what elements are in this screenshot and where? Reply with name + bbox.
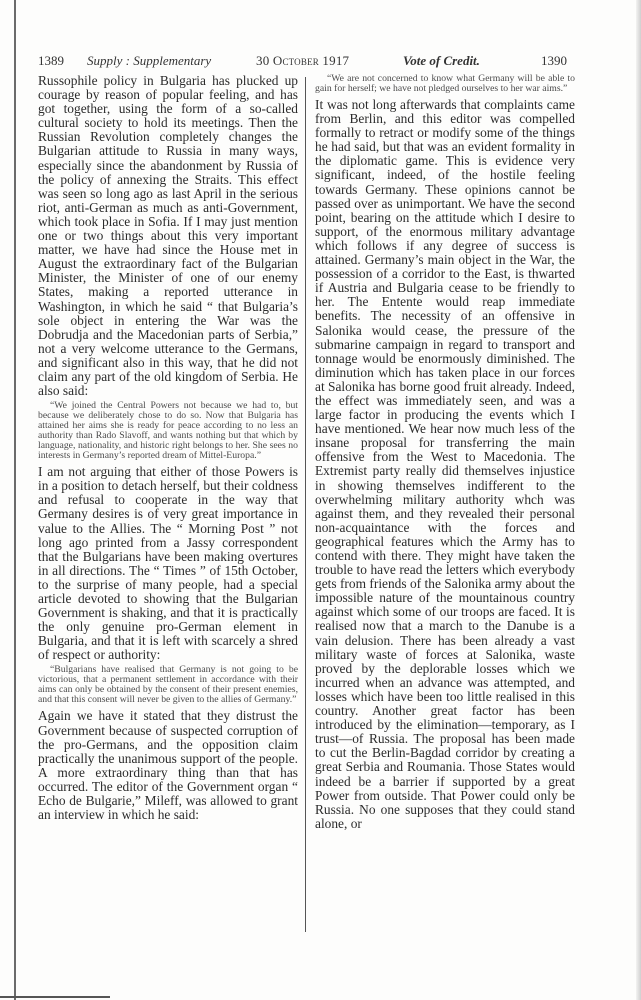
body-paragraph: Russophile policy in Bulgaria has plucked up courage by reason of popular feeling, and has got together, using the form of a so-called cultural society to hold its meetings. Then the Russian Revolution completely changes the Bulgarian attitude to Russia in many ways, especially since the abandonment by Russia of the policy of annexing the Straits. This effect was seen so long ago as last April in the serious riot, anti-German as much as anti-Government, which took place in Sofia. If I may just mention one or two things about this very important matter, we have had since the House met in August the extraordinary fact of the Bulgarian Minister, the Minister of one of our enemy States, making a reported utterance in Washington, in which he said “ that Bulgaria’s sole object in entering the War was the Dobrudja and the Macedonian parts of Serbia,” not a very welcome utterance to the Germans, and significant also in this way, that he did not claim any part of the old kingdom of Serbia. He also said: <box>38 73 298 399</box>
sitting-date: 30 October 1917 <box>256 53 350 68</box>
right-column-number: 1390 <box>541 53 567 68</box>
block-quote: “We joined the Central Powers not because we had to, but because we deliberately chose to do so. Now that Bulgaria has attained her aims she is ready for peace according to no less an authority than Rado Slavoff, and wants nothing but that which by language, nationality, and historic right belongs to her. She sees no interests in Germany’s reported dream of Mittel-Europa.” <box>38 400 298 462</box>
block-quote: “Bulgarians have realised that Germany is not going to be victorious, that a permanent settlement in accordance with their aims can only be obtained by the consent of their present enemies, and that this consent will never be given to the allies of Germany.” <box>38 664 298 706</box>
page-edge-bottom <box>0 996 110 998</box>
right-running-title: Vote of Credit. <box>403 53 480 68</box>
column-divider <box>305 77 306 932</box>
left-column-number: 1389 <box>38 53 64 68</box>
body-paragraph: Again we have it stated that they distrust the Government because of suspected corruption of the pro-Germans, and the opposition claim practically the unanimous support of the people. A more extraordinary thing than that has occurred. The editor of the Government organ “ Echo de Bulgarie,” Mileff, was allowed to grant an interview in which he said: <box>38 708 298 823</box>
page-edge-right <box>636 0 641 1000</box>
right-column <box>315 74 575 831</box>
left-running-title: Supply : Supplementary <box>87 53 212 68</box>
page-edge-left <box>14 0 16 1000</box>
block-quote: “We are not concerned to know what Germany will be able to gain for herself; we have not pledged ourselves to her war aims.” <box>315 73 575 94</box>
body-paragraph: I am not arguing that either of those Powers is in a position to detach herself, but their coldness and refusal to cooperate in the way that Germany desires is of very great importance in value to the Allies. The “ Morning Post ” not long ago printed from a Jassy correspondent that the Bulgarians have been making overtures in all directions. The “ Times ” of 15th October, to the surprise of many people, had a special article devoted to showing that the Bulgarian Government is shaking, and that it is practically the only genuine pro-German element in Bulgaria, and that it is left with scarcely a shred of respect or authority: <box>38 464 298 663</box>
running-header <box>38 53 573 69</box>
left-column <box>38 74 298 822</box>
body-paragraph: It was not long afterwards that complaints came from Berlin, and this editor was compelled formally to retract or modify some of the things he had said, but that was an evident formality in the diplomatic game. This is evidence very significant, indeed, of the hostile feeling towards Germany. These opinions cannot be passed over as unimportant. We have the second point, bearing on the attitude which I desire to support, of the enormous military advantage which follows if any degree of success is attained. Germany’s main object in the War, the possession of a corridor to the East, is thwarted if Austria and Bulgaria cease to be friendly to her. The Entente would reap immediate benefits. The necessity of an offensive in Salonika would cease, the pressure of the submarine campaign in regard to transport and tonnage would be enormously diminished. The diminution which has taken place in our forces at Salonika has borne good fruit already. Indeed, the effect was immediately seen, and was a large factor in producing the events which I have mentioned. We hear now much less of the insane proposal for transferring the main offensive from the West to Macedonia. The Extremist party really did themselves injustice in showing themselves indifferent to the overwhelming military authority whch was against them, and they revealed their personal non-acquaintance with the forces and geographical features which the Army has to contend with there. They might have taken the trouble to have read the letters which everybody gets from friends of the Salonika army about the impossible nature of the mountainous country against which some of our troops are faced. It is realised now that a march to the Danube is a vain delusion. There has been already a vast military waste of forces at Salonika, waste proved by the deplorable losses which we incurred when an advance was attempted, and losses which have been too little realised in this country. Another great factor has been introduced by the elimination—temporary, as I trust—of Russia. The proposal has been made to cut the Berlin-Bagdad corridor by creating a great Serbia and Roumania. Those States would indeed be a barrier if supported by a great Power from outside. That Power could only be Russia. No one supposes that they could stand alone, or <box>315 97 575 831</box>
